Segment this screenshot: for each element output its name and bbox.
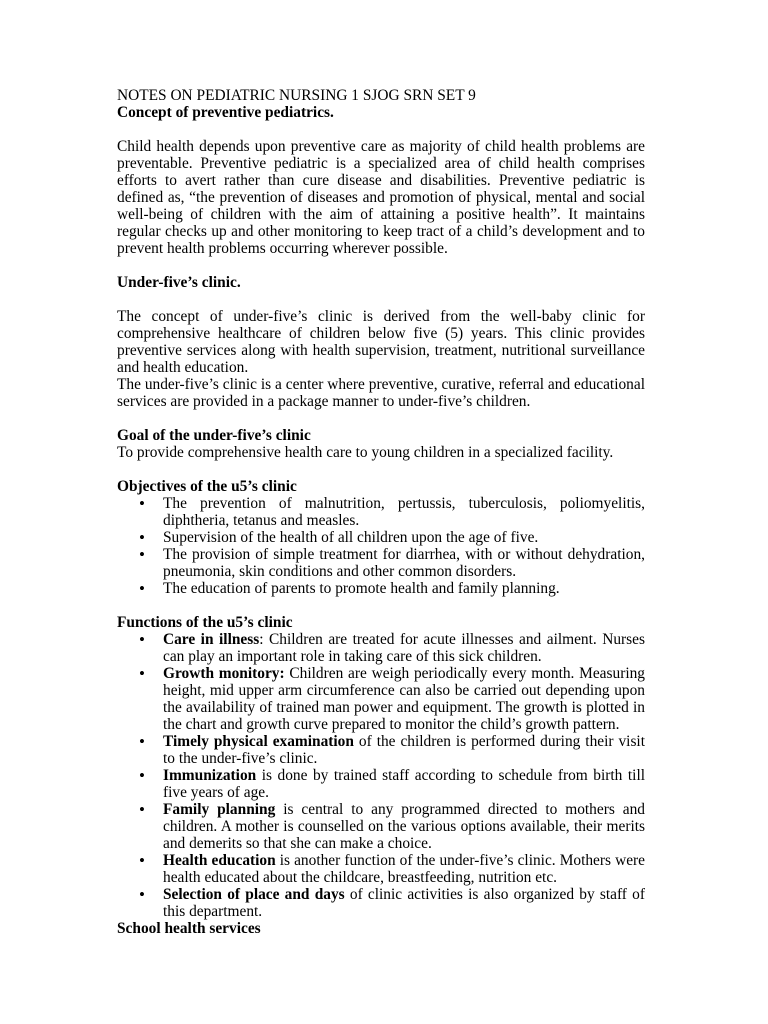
document-page bbox=[117, 87, 645, 937]
list-item bbox=[117, 801, 645, 852]
section-heading-goal: Goal of the under-five’s clinic bbox=[117, 427, 311, 444]
section-heading-objectives: Objectives of the u5’s clinic bbox=[117, 478, 297, 495]
list-item bbox=[117, 733, 645, 767]
list-item-term: Family planning bbox=[163, 801, 276, 818]
list-item-text: : Children are treated for acute illnesses and ailment. Nurses can play an important role in taking care of this sick children. bbox=[163, 631, 645, 665]
list-item bbox=[117, 631, 645, 665]
section-heading-school-health: School health services bbox=[117, 920, 261, 937]
section-heading-under-five: Under-five’s clinic. bbox=[117, 274, 241, 291]
list-item bbox=[117, 886, 645, 920]
paragraph-goal: To provide comprehensive health care to young children in a specialized facility. bbox=[117, 444, 614, 461]
list-item: • Supervision of the health of all children upon the age of five. bbox=[117, 529, 645, 546]
list-item: • The provision of simple treatment for diarrhea, with or without dehydration, pneumonia, skin conditions and other common disorders. bbox=[117, 546, 645, 580]
section-heading-functions: Functions of the u5’s clinic bbox=[117, 614, 293, 631]
list-item bbox=[117, 767, 645, 801]
functions-list bbox=[117, 631, 645, 920]
document-header: NOTES ON PEDIATRIC NURSING 1 SJOG SRN SET 9 bbox=[117, 87, 476, 104]
list-item-text: is another function of the under-five’s clinic. Mothers were health educated about the childcare, breastfeeding, nutrition etc. bbox=[163, 852, 645, 886]
section-heading-concept: Concept of preventive pediatrics. bbox=[117, 104, 334, 121]
paragraph-under-five-2: The under-five’s clinic is a center where preventive, curative, referral and educational services are provided in a package manner to under-five’s children. bbox=[117, 376, 645, 410]
objectives-list bbox=[117, 495, 645, 597]
list-item-term: Timely physical examination bbox=[163, 733, 354, 750]
list-item-text: is central to any programmed directed to mothers and children. A mother is counselled on the various options available, their merits and demerits so that she can make a choice. bbox=[163, 801, 645, 852]
list-item-term: Health education bbox=[163, 852, 276, 869]
list-item-text: Children are weigh periodically every month. Measuring height, mid upper arm circumference can also be carried out depending upon the availability of trained man power and equipment. The growth is plotted in the chart and growth curve prepared to monitor the child’s growth pattern. bbox=[163, 665, 645, 733]
list-item: • The prevention of malnutrition, pertussis, tuberculosis, poliomyelitis, diphtheria, tetanus and measles. bbox=[117, 495, 645, 529]
list-item-text: of the children is performed during their visit to the under-five’s clinic. bbox=[163, 733, 645, 767]
list-item: • The education of parents to promote health and family planning. bbox=[117, 580, 645, 597]
list-item-term: Care in illness bbox=[163, 631, 260, 648]
paragraph-under-five-1: The concept of under-five’s clinic is derived from the well-baby clinic for comprehensive healthcare of children below five (5) years. This clinic provides preventive services along with health supervision, treatment, nutritional surveillance and health education. bbox=[117, 308, 645, 376]
list-item-term: Immunization bbox=[163, 767, 257, 784]
list-item-text: of clinic activities is also organized by staff of this department. bbox=[163, 886, 645, 920]
list-item-text: is done by trained staff according to schedule from birth till five years of age. bbox=[163, 767, 645, 801]
list-item-term: Growth monitory: bbox=[163, 665, 285, 682]
list-item-term: Selection of place and days bbox=[163, 886, 345, 903]
list-item bbox=[117, 665, 645, 733]
list-item bbox=[117, 852, 645, 886]
paragraph-concept: Child health depends upon preventive care as majority of child health problems are preventable. Preventive pediatric is a specialized area of child health comprises efforts to avert rather than cure disease and disabilities. Preventive pediatric is defined as, “the prevention of diseases and promotion of physical, mental and social well-being of children with the aim of attaining a positive health”. It maintains regular checks up and other monitoring to keep tract of a child’s development and to prevent health problems occurring wherever possible. bbox=[117, 138, 645, 257]
